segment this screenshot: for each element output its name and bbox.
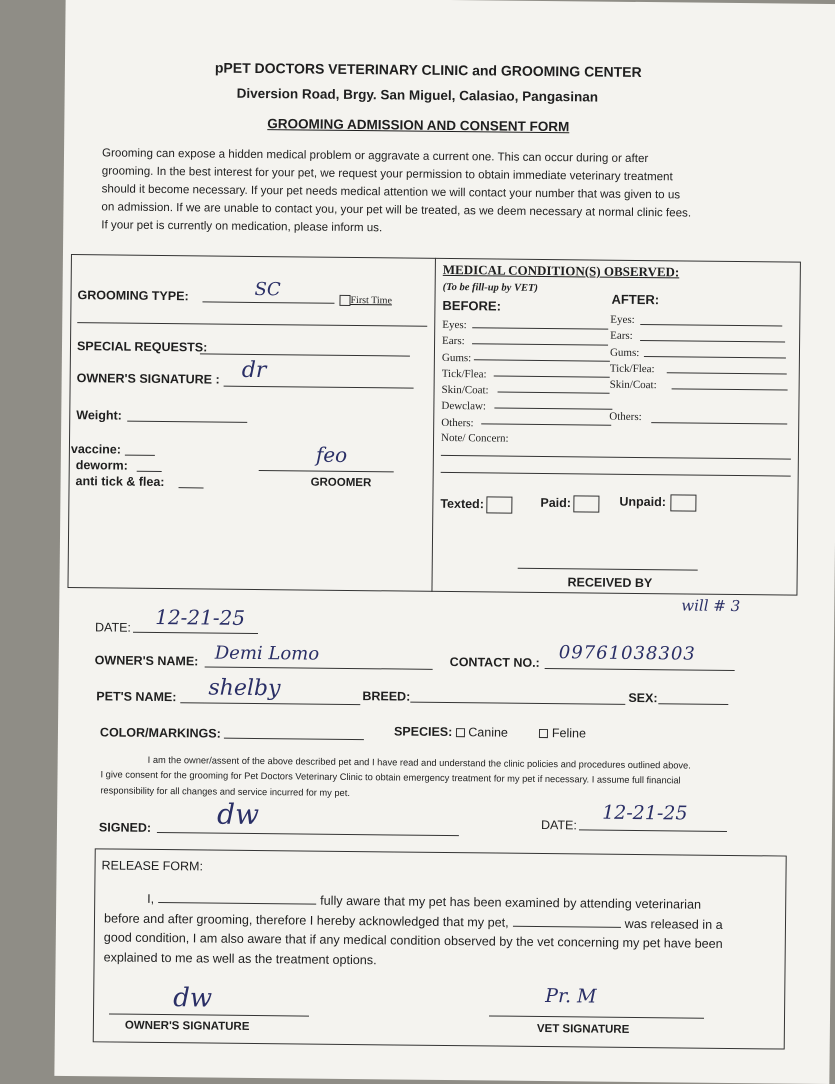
weight-label: Weight:	[76, 408, 122, 423]
unpaid-option[interactable]: Unpaid:	[619, 494, 696, 512]
release-owner-sig-label: OWNER'S SIGNATURE	[124, 1019, 250, 1033]
consent-line-3: responsibility for all changes and service incurred for my pet.	[100, 785, 350, 798]
release-vet-sig-value[interactable]: Pr. M	[545, 985, 597, 1008]
after-item[interactable]: Gums:	[609, 346, 640, 359]
consent-line-2: I give consent for the grooming for Pet Doctors Veterinary Clinic to obtain emergency treatment for my pet if necessary. I assume full financial	[100, 769, 681, 786]
deworm-label: deworm:	[75, 458, 128, 473]
before-item[interactable]: Tick/Flea:	[441, 367, 487, 381]
release-vet-sig-label: VET SIGNATURE	[536, 1022, 630, 1036]
special-requests-label: SPECIAL REQUESTS:	[76, 339, 208, 355]
vaccine-label: vaccine:	[70, 442, 122, 457]
breed-line[interactable]	[410, 702, 625, 705]
before-list	[441, 317, 489, 432]
pet-name-value[interactable]: shelby	[208, 675, 281, 702]
unpaid-checkbox[interactable]	[670, 494, 696, 511]
before-item[interactable]: Ears:	[442, 335, 465, 348]
intro-paragraph: Grooming can expose a hidden medical problem or aggravate a current one. This can occur during or after grooming. In the best interest for your pet, we request your permission to obtain immediate veterinary treatment should it become necessary. If your pet needs medical attention we will contact your number that was given to us on admission. If we are unable to contact you, your pet will be treated, as we deem necessary at normal clinic fees. If your pet is currently on medication, please inform us.	[101, 146, 692, 235]
groomer-label: GROOMER	[310, 476, 372, 490]
breed-label: BREED:	[362, 689, 411, 704]
consent-date-label: DATE:	[540, 817, 577, 833]
before-item[interactable]: Skin/Coat:	[441, 384, 489, 397]
sex-label: SEX:	[628, 690, 658, 706]
date-label: DATE:	[94, 620, 132, 635]
anti-tick-label: anti tick & flea:	[75, 474, 165, 490]
clinic-address: Diversion Road, Brgy. San Miguel, Calasiao, Pangasinan	[236, 85, 599, 105]
signed-line	[157, 832, 459, 836]
release-paragraph: I, fully aware that my pet has been examined by attending veterinarian before and after grooming, therefore I hereby acknowledged that my pet, was released in a good condition, I am also aware that if any medical condition observed by the vet concerning my pet have been explained to me as well as the treatment options.	[103, 891, 723, 967]
groomer-signature-value[interactable]: feo	[315, 442, 348, 467]
medical-subtitle: (To be fill-up by VET)	[442, 281, 538, 294]
species-field	[394, 724, 586, 740]
medical-title: MEDICAL CONDITION(S) OBSERVED:	[442, 261, 680, 280]
after-item[interactable]: Ears:	[610, 329, 633, 343]
before-item[interactable]: Gums:	[441, 351, 472, 364]
before-label: BEFORE:	[442, 297, 502, 314]
form-title: GROOMING ADMISSION AND CONSENT FORM	[267, 116, 570, 135]
consent-line-1: I am the owner/assent of the above described pet and I have read and understand the clinic policies and procedures outlined above.	[147, 754, 691, 771]
species-label: SPECIES:	[393, 724, 453, 740]
clinic-name: pPET DOCTORS VETERINARY CLINIC and GROOMING CENTER	[214, 59, 642, 81]
after-item[interactable]: Others:	[609, 411, 642, 424]
color-markings-label: COLOR/MARKINGS:	[99, 725, 221, 741]
consent-date-line	[579, 829, 727, 832]
after-item[interactable]: Tick/Flea:	[609, 362, 655, 376]
release-pet-line[interactable]	[513, 913, 621, 927]
after-item[interactable]: Skin/Coat:	[609, 378, 657, 392]
date-value[interactable]: 12-21-25	[155, 604, 246, 630]
feline-checkbox[interactable]	[539, 729, 548, 738]
first-time-checkbox[interactable]	[339, 295, 350, 306]
sex-line[interactable]	[658, 703, 728, 705]
owner-signature-value[interactable]: dr	[241, 357, 267, 384]
grooming-type-label: GROOMING TYPE:	[77, 288, 189, 304]
after-item[interactable]: Eyes:	[610, 313, 635, 326]
before-item[interactable]: Eyes:	[442, 318, 467, 332]
canine-checkbox[interactable]	[456, 728, 465, 737]
texted-option[interactable]: Texted:	[440, 496, 512, 514]
texted-checkbox[interactable]	[486, 496, 512, 513]
canine-option[interactable]: Canine	[456, 725, 508, 740]
note-label: Note/ Concern:	[441, 431, 509, 445]
pet-name-line	[180, 702, 360, 705]
will-note: will # 3	[681, 596, 741, 616]
release-title: RELEASE FORM:	[101, 858, 204, 874]
contact-value[interactable]: 09761038303	[558, 642, 696, 665]
before-item[interactable]: Others:	[441, 416, 474, 430]
signed-value[interactable]: dw	[216, 797, 260, 832]
grooming-type-value[interactable]: SC	[254, 278, 281, 301]
color-markings-line[interactable]	[224, 738, 364, 740]
signed-label: SIGNED:	[98, 820, 152, 835]
paid-option[interactable]: Paid:	[540, 495, 599, 513]
owner-name-line	[205, 666, 433, 669]
owner-name-value[interactable]: Demi Lomo	[214, 642, 320, 665]
release-owner-sig-value[interactable]: dw	[173, 983, 213, 1014]
after-label: AFTER:	[611, 291, 660, 308]
consent-date-value[interactable]: 12-21-25	[602, 801, 688, 825]
first-time-option[interactable]: First Time	[339, 295, 392, 307]
owner-name-label: OWNER'S NAME:	[94, 653, 199, 669]
received-by-label: RECEIVED BY	[567, 575, 653, 591]
after-list	[609, 312, 657, 426]
owner-signature-label: OWNER'S SIGNATURE :	[76, 371, 220, 387]
contact-label: CONTACT NO.:	[449, 655, 540, 670]
release-name-line[interactable]	[158, 890, 316, 905]
date-line	[133, 632, 258, 634]
consent-form-paper	[54, 0, 835, 1084]
paid-checkbox[interactable]	[573, 495, 599, 512]
pet-name-label: PET'S NAME:	[96, 689, 177, 705]
feline-option[interactable]: Feline	[539, 726, 586, 740]
before-item[interactable]: Dewclaw:	[441, 400, 487, 413]
contact-line	[545, 668, 735, 671]
